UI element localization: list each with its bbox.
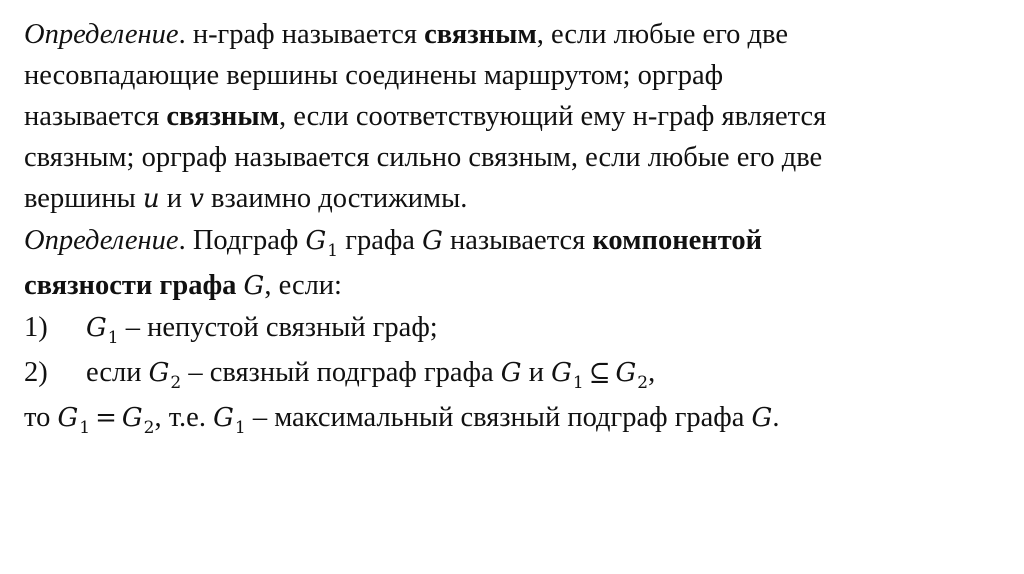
item-text: если xyxy=(86,357,149,388)
def2-item-2 xyxy=(24,352,1009,397)
item-text: – связный подграф графа xyxy=(181,357,501,388)
var-v: v xyxy=(189,184,204,214)
subscript-1: 1 xyxy=(79,418,91,438)
def2-text: , если: xyxy=(264,270,342,301)
term-connected: связным xyxy=(424,19,537,50)
def1-line-1 xyxy=(24,14,1009,55)
subscript-1: 1 xyxy=(572,373,584,393)
def1-line-5 xyxy=(24,178,1009,220)
math-G: G xyxy=(243,271,265,301)
subscript-2: 2 xyxy=(143,418,155,438)
def2-text: графа xyxy=(338,225,423,256)
subscript-2: 2 xyxy=(637,373,649,393)
subscript-1: 1 xyxy=(234,418,246,438)
def2-text: . xyxy=(772,402,780,433)
math-G: G xyxy=(500,358,522,388)
def1-text: , если любые его две xyxy=(536,19,788,50)
def2-item-1 xyxy=(24,307,1009,352)
var-u: u xyxy=(142,184,160,214)
item-number: 1) xyxy=(24,312,48,343)
item-text: – непустой связный граф; xyxy=(118,312,438,343)
def2-line-last xyxy=(24,397,1009,442)
def1-line-2: несовпадающие вершины соединены маршрутом; орграф xyxy=(24,60,724,91)
def2-line-1 xyxy=(24,220,1009,265)
item-text: , xyxy=(648,357,656,388)
math-G: G xyxy=(305,226,327,256)
math-G: G xyxy=(615,358,637,388)
def2-text: . Подграф xyxy=(178,225,306,256)
def1-text: , если соответствующий ему н-граф является xyxy=(279,101,827,132)
math-G: G xyxy=(86,313,107,343)
def1-text: и xyxy=(159,183,190,214)
def1-text: вершины xyxy=(24,183,143,214)
math-G: G xyxy=(551,358,572,388)
item-number: 2) xyxy=(24,357,48,388)
math-G: G xyxy=(422,226,443,256)
math-G: G xyxy=(751,403,773,433)
def1-text: взаимно достижимы. xyxy=(203,183,468,214)
math-G: G xyxy=(213,403,234,433)
subscript-1: 1 xyxy=(327,241,339,261)
def1-text: . н-граф называется xyxy=(178,19,425,50)
math-G: G xyxy=(121,403,143,433)
term-connected: связным xyxy=(166,101,279,132)
term-component: компонентой xyxy=(592,225,762,256)
item-text: и xyxy=(521,357,552,388)
def1-line-3 xyxy=(24,96,1009,137)
def1-text: называется xyxy=(24,101,167,132)
def1-line-4: связным; орграф называется сильно связным, если любые его две xyxy=(24,142,823,173)
math-G: G xyxy=(148,358,170,388)
term-component-cont: связности графа xyxy=(24,270,244,301)
def2-line-2 xyxy=(24,265,1009,307)
def2-text: – максимальный связный подграф графа xyxy=(245,402,752,433)
def1-label: Определение xyxy=(24,19,179,50)
subscript-2: 2 xyxy=(170,373,182,393)
def2-text: , т.е. xyxy=(154,402,214,433)
def2-label: Определение xyxy=(24,225,179,256)
def2-text: то xyxy=(24,402,58,433)
subscript-1: 1 xyxy=(107,328,119,348)
slide-text xyxy=(24,14,1009,442)
subseteq-symbol: ⊆ xyxy=(588,358,611,388)
math-G: G xyxy=(57,403,79,433)
equals-symbol: = xyxy=(95,403,117,433)
def2-text: называется xyxy=(442,225,593,256)
